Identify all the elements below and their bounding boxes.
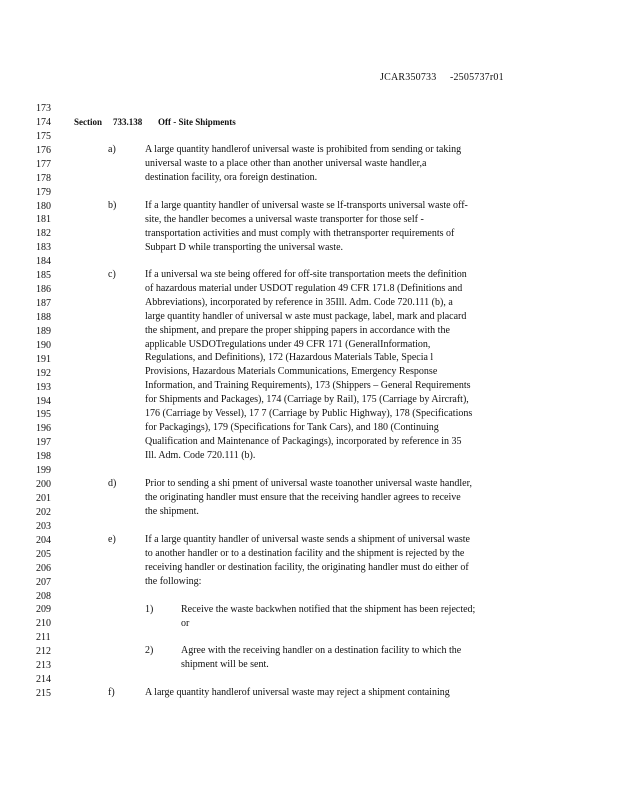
- paragraph-text: [181, 603, 475, 631]
- line-number: 214: [36, 674, 51, 686]
- paragraph-line: of hazardous material under USDOT regulation 49 CFR 171.8 (Definitions and: [145, 282, 463, 294]
- line-number: 186: [36, 284, 51, 296]
- paragraph-line: the shipment.: [145, 505, 199, 517]
- line-number: 215: [36, 688, 51, 700]
- line-number: 204: [36, 534, 51, 546]
- paragraph-line: Provisions, Hazardous Materials Communications, Emergency Response: [145, 366, 438, 378]
- paragraph-line: If a universal wa ste being offered for off-site transportation meets the definition: [145, 269, 467, 280]
- paragraph-label: d): [108, 478, 117, 489]
- paragraph-line: transportation activities and must comply with thetransporter requirements of: [145, 227, 455, 239]
- line-number: 185: [36, 270, 51, 282]
- paragraph-line: Abbreviations), incorporated by reference in 35Ill. Adm. Code 720.111 (b), a: [145, 296, 453, 308]
- line-number: 180: [36, 200, 51, 212]
- line-number: 192: [36, 367, 51, 379]
- line-number: 194: [36, 395, 51, 407]
- line-number: 176: [36, 144, 51, 156]
- line-number: 212: [36, 646, 51, 658]
- paragraph-line: Ill. Adm. Code 720.111 (b).: [145, 449, 256, 461]
- line-number: 206: [36, 562, 51, 574]
- paragraph-line: A large quantity handlerof universal waste may reject a shipment containing: [145, 687, 450, 698]
- line-number: 207: [36, 576, 51, 588]
- paragraph-label: c): [108, 269, 116, 280]
- line-number: 181: [36, 214, 51, 226]
- document-suffix: -2505737r01: [449, 72, 504, 83]
- line-number: 209: [36, 604, 51, 616]
- document-id: JCAR350733: [380, 72, 437, 83]
- line-number: 198: [36, 451, 51, 463]
- line-number: 193: [36, 381, 51, 393]
- document-header: [380, 72, 504, 83]
- section-label: Section: [74, 117, 102, 127]
- line-number: 178: [36, 172, 51, 184]
- paragraph-line: Prior to sending a shi pment of universal waste toanother universal waste handler,: [145, 478, 473, 489]
- paragraph-text: [145, 143, 461, 185]
- paragraph-line: applicable USDOTregulations under 49 CFR 171 (GeneralInformation,: [145, 338, 431, 350]
- paragraph-line: to another handler or to a destination facility and the shipment is rejected by the: [145, 547, 465, 559]
- line-number: 177: [36, 158, 51, 170]
- section-title: Off - Site Shipments: [158, 117, 236, 127]
- line-number: 184: [36, 256, 51, 268]
- line-number: 200: [36, 479, 51, 491]
- paragraph-line: Information, and Training Requirements), 173 (Shippers – General Requirements: [145, 380, 471, 392]
- line-number: 191: [36, 353, 51, 365]
- paragraph-text: [181, 644, 461, 672]
- paragraph-line: If a large quantity handler of universal waste sends a shipment of universal waste: [145, 534, 470, 545]
- paragraph-text: [145, 533, 470, 589]
- paragraph-line: 176 (Carriage by Vessel), 17 7 (Carriage by Public Highway), 178 (Specifications: [145, 408, 473, 420]
- paragraph-line: for Packagings), 179 (Specifications for Tank Cars), and 180 (Continuing: [145, 421, 439, 433]
- paragraph-text: [145, 199, 468, 255]
- paragraph-label: f): [108, 687, 115, 698]
- paragraph-line: Qualification and Maintenance of Packagings), incorporated by reference in 35: [145, 435, 462, 447]
- line-number: 182: [36, 228, 51, 240]
- paragraph-line: the shipment, and prepare the proper shipping papers in accordance with the: [145, 324, 450, 336]
- paragraph-line: or: [181, 617, 190, 629]
- paragraph-line: the originating handler must ensure that the receiving handler agrees to receive: [145, 491, 461, 503]
- paragraph-line: A large quantity handlerof universal waste is prohibited from sending or taking: [145, 144, 462, 155]
- paragraph-line: site, the handler becomes a universal waste transporter for those self -: [145, 213, 424, 225]
- line-number: 208: [36, 590, 51, 602]
- paragraph-label: 1): [145, 604, 154, 615]
- line-number: 203: [36, 520, 51, 532]
- line-number: 196: [36, 423, 51, 435]
- line-number: 197: [36, 437, 51, 449]
- paragraph-line: the following:: [145, 575, 202, 587]
- paragraph-line: Subpart D while transporting the universal waste.: [145, 241, 344, 253]
- line-number: 211: [36, 632, 51, 644]
- paragraph-line: for Shipments and Packages), 174 (Carriage by Rail), 175 (Carriage by Aircraft),: [145, 394, 469, 406]
- paragraph-label: e): [108, 534, 116, 545]
- paragraph-line: large quantity handler of universal w aste must package, label, mark and placard: [145, 310, 467, 322]
- line-number: 187: [36, 298, 51, 310]
- line-number: 190: [36, 339, 51, 351]
- line-number: 175: [36, 130, 51, 142]
- paragraph-text: [145, 477, 472, 519]
- paragraph-text: [145, 686, 450, 700]
- line-number: 202: [36, 506, 51, 518]
- section-number: 733.138: [113, 117, 143, 127]
- paragraph-line: receiving handler or destination facility, the originating handler must do either of: [145, 561, 469, 573]
- paragraph-line: Receive the waste backwhen notified that the shipment has been rejected;: [181, 604, 476, 615]
- line-number: 179: [36, 186, 51, 198]
- line-number: 174: [36, 116, 51, 128]
- line-number: 213: [36, 660, 51, 672]
- paragraph-line: destination facility, ora foreign destination.: [145, 171, 318, 183]
- line-number: 195: [36, 409, 51, 421]
- line-number: 210: [36, 618, 51, 630]
- paragraph-label: 2): [145, 645, 154, 656]
- paragraph-line: If a large quantity handler of universal waste se lf-transports universal waste off-: [145, 200, 468, 211]
- paragraph-label: a): [108, 144, 116, 155]
- line-number: 173: [36, 103, 51, 114]
- line-number: 201: [36, 493, 51, 505]
- paragraph-text: [145, 268, 472, 463]
- paragraph-label: b): [108, 200, 117, 211]
- paragraph-line: universal waste to a place other than another universal waste handler,a: [145, 157, 427, 169]
- paragraph-line: shipment will be sent.: [181, 658, 269, 670]
- line-number: 189: [36, 325, 51, 337]
- line-number: 188: [36, 311, 51, 323]
- paragraph-line: Regulations, and Definitions), 172 (Hazardous Materials Table, Specia l: [145, 352, 434, 364]
- paragraph-line: Agree with the receiving handler on a destination facility to which the: [181, 645, 462, 656]
- line-number: 199: [36, 465, 51, 477]
- line-number: 183: [36, 242, 51, 254]
- line-number: 205: [36, 548, 51, 560]
